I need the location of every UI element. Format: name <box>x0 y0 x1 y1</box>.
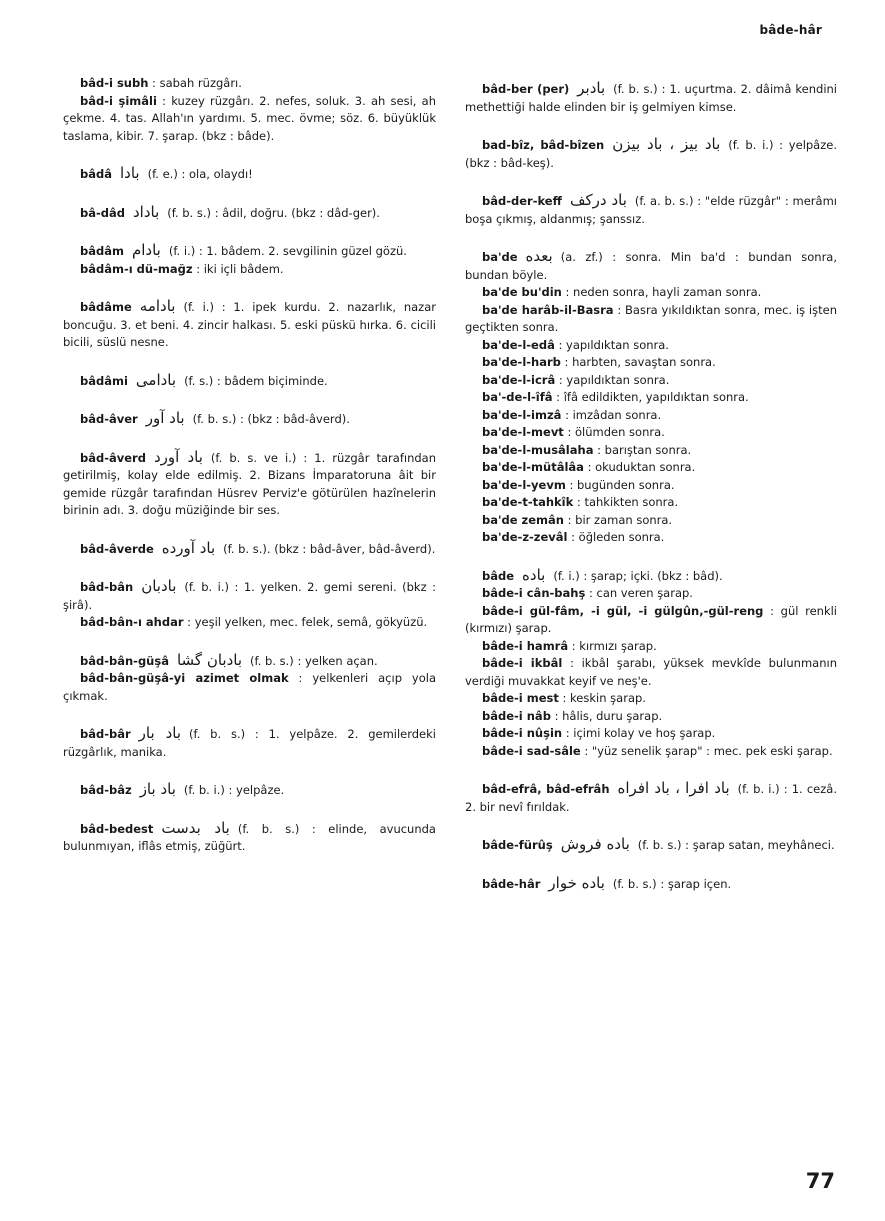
entry-definition: (f. b. s.) : şarap satan, meyhâneci. <box>637 838 835 852</box>
entry-headword: bâde-i cân-bahş <box>482 586 586 600</box>
dictionary-entry <box>465 780 837 816</box>
entry-definition: : imzâdan sonra. <box>561 407 662 422</box>
dictionary-entry <box>465 725 837 743</box>
dictionary-entry <box>465 136 837 172</box>
dictionary-entry <box>63 725 436 761</box>
dictionary-entry <box>465 337 837 355</box>
running-head: bâde-hâr <box>759 23 822 37</box>
dictionary-entry <box>465 690 837 708</box>
entry-arabic-script: باد آورد <box>153 447 203 466</box>
entry-definition: : "yüz senelik şarap" : mec. pek eski şarap. <box>580 743 833 758</box>
entry-definition: (f. a. b. s.) : "elde rüzgâr" : merâmı boşa çıkmış, aldanmış; şanssız. <box>465 194 837 226</box>
entry-definition: (f. b. i.) : 1. yelken. 2. gemi sereni. (bkz : şirâ). <box>63 580 436 612</box>
entry-definition: (f. b. s.) : yelken açan. <box>250 653 378 668</box>
entry-headword: bâde-fürûş <box>482 838 553 852</box>
entry-definition: (f. b. s.) : 1. uçurtma. 2. dâimâ kendini methettiği halde elinden bir iş gelmiyen kimse. <box>465 82 837 114</box>
entry-spacer <box>465 547 837 567</box>
entry-spacer <box>63 632 436 652</box>
dictionary-entry <box>465 192 837 228</box>
entry-definition: : kırmızı şarap. <box>568 638 657 653</box>
entry-spacer <box>465 816 837 836</box>
entry-definition: : yelkenleri açıp yola çıkmak. <box>63 671 436 703</box>
entry-headword: ba'de-l-icrâ <box>482 372 556 387</box>
dictionary-entry <box>465 529 837 547</box>
dictionary-entry <box>465 407 837 425</box>
entry-definition: (f. i.) : 1. ipek kurdu. 2. nazarlık, nazar boncuğu. 3. et beni. 4. zincir halkası. 5. eski püskü hırka. 6. cicili bicili, süslü nesne. <box>63 300 436 349</box>
entry-headword: bâd-i subh <box>80 76 149 90</box>
entry-arabic-script: باد دركف <box>569 191 627 209</box>
dictionary-entry <box>63 614 436 632</box>
entry-spacer <box>63 558 436 578</box>
dictionary-entry <box>465 603 837 638</box>
dictionary-entry <box>465 354 837 372</box>
entry-definition: : sabah rüzgârı. <box>148 76 242 90</box>
entry-definition: (a. zf.) : sonra. Min ba'd : bundan sonra, bundan böyle. <box>465 250 837 282</box>
dictionary-entry <box>465 442 837 460</box>
entry-definition: (f. b. i.) : yelpâze. (bkz : bâd-keş). <box>465 138 837 170</box>
entry-headword: bâde-hâr <box>482 876 541 891</box>
entry-headword: ba'de-l-harb <box>482 355 561 369</box>
entry-definition: : bugünden sonra. <box>565 477 675 492</box>
entry-headword: bad-bîz, bâd-bîzen <box>482 138 605 152</box>
entry-definition: : tahkikten sonra. <box>573 495 679 509</box>
entry-definition: : keskin şarap. <box>558 691 646 705</box>
dictionary-entry <box>63 540 436 559</box>
entry-arabic-script: باد بيز ، باد بيزن <box>612 135 721 153</box>
entry-spacer <box>63 352 436 372</box>
entry-headword: bâd-bân-güşâ <box>80 653 169 668</box>
dictionary-entry <box>465 284 837 302</box>
dictionary-entry <box>63 298 436 352</box>
entry-headword: bâd-bân <box>80 580 134 594</box>
entry-definition: (f. s.) : bâdem biçiminde. <box>184 373 328 388</box>
entry-headword: bâd-âverd <box>80 450 146 465</box>
entry-spacer <box>63 222 436 242</box>
dictionary-entry <box>63 204 436 223</box>
dictionary-entry <box>465 743 837 761</box>
dictionary-entry <box>63 578 436 614</box>
entry-headword: ba'-de-l-îfâ <box>482 390 553 404</box>
entry-definition: : gül renkli (kırmızı) şarap. <box>465 603 838 635</box>
entry-arabic-script: باده <box>522 565 546 584</box>
dictionary-entry <box>465 875 837 894</box>
dictionary-entry <box>63 93 436 146</box>
dictionary-entry <box>63 652 436 671</box>
dictionary-entry <box>63 670 436 705</box>
entry-headword: bâde-i ikbâl <box>482 656 563 670</box>
dictionary-entry <box>63 372 436 391</box>
entry-spacer <box>63 705 436 725</box>
entry-definition: (f. b. s.) : elinde, avucunda bulunmıyan, iflâs etmiş, züğürt. <box>63 821 436 853</box>
entry-definition: : yapıldıktan sonra. <box>554 337 669 352</box>
entry-headword: bâd-i şimâli <box>80 93 157 108</box>
dictionary-entry <box>465 512 837 530</box>
entry-headword: bâde-i hamrâ <box>482 638 569 653</box>
entry-headword: bâd-der-keff <box>482 194 562 208</box>
dictionary-entry <box>465 248 837 284</box>
entry-definition: : Basra yıkıldıktan sonra, mec. iş işten geçtikten sonra. <box>465 302 837 334</box>
entry-headword: ba'de-l-mütâlâa <box>482 460 584 474</box>
dictionary-entry <box>465 585 837 603</box>
entry-headword: bâd-bân-ı ahdar <box>80 615 184 629</box>
dictionary-entry <box>63 820 436 856</box>
entry-headword: bâde-i nâb <box>482 708 551 723</box>
entry-arabic-script: باد آورده <box>161 538 216 557</box>
dictionary-entry <box>465 655 837 690</box>
entry-headword: bâdâmi <box>80 373 128 388</box>
entry-spacer <box>63 761 436 781</box>
entry-spacer <box>63 390 436 410</box>
entry-definition: : hâlis, duru şarap. <box>550 708 663 723</box>
dictionary-entry <box>465 477 837 495</box>
entry-definition: : okuduktan sonra. <box>583 460 696 474</box>
entry-headword: ba'de-l-yevm <box>482 477 566 492</box>
left-column <box>63 75 436 856</box>
entry-headword: bâd-bedest <box>80 821 154 836</box>
entry-definition: (f. b. s.) : âdil, doğru. (bkz : dâd-ger). <box>167 205 380 220</box>
entry-headword: ba'de <box>482 250 518 264</box>
entry-headword: bâd-bâr <box>80 727 131 741</box>
entry-arabic-script: باد افرا ، باد افراه <box>617 779 730 797</box>
entry-headword: bâd-bâz <box>80 783 132 797</box>
dictionary-entry <box>465 424 837 442</box>
entry-headword: bâd-âverde <box>80 541 154 556</box>
dictionary-entry <box>465 80 837 116</box>
entry-arabic-script: بعده <box>525 247 553 265</box>
entry-headword: bâd-efrâ, bâd-efrâh <box>482 782 610 796</box>
dictionary-entry <box>465 567 837 586</box>
entry-definition: (f. b. i.) : yelpâze. <box>183 783 285 797</box>
entry-arabic-script: باد بار <box>138 724 182 742</box>
dictionary-entry <box>465 836 837 855</box>
entry-headword: ba'de-t-tahkîk <box>482 495 574 509</box>
entry-headword: bâde-i mest <box>482 691 559 705</box>
entry-headword: ba'de harâb-il-Basra <box>482 302 614 317</box>
dictionary-entry <box>63 449 436 520</box>
entry-definition: (f. b. s. ve i.) : 1. rüzgâr tarafından getirilmiş, kolay elde edilmiş. 2. Bizans İmparatoruna âit bir gemide rüzgâr tarafından Hüsrev Perviz'e götürülen hazînelerin birinin adı. 3. doğu müziğinde bir ses. <box>63 450 436 517</box>
entry-definition: : öğleden sonra. <box>567 530 665 544</box>
entry-spacer <box>63 145 436 165</box>
entry-definition: : kuzey rüzgârı. 2. nefes, soluk. 3. ah sesi, ah çekme. 4. tas. Allah'ın yardımı. 5. mec. övme; söz. 6. büyüklük taslama, kibir. 7. şarap. (bkz : bâde). <box>63 93 437 143</box>
entry-definition: : îfâ edildikten, yapıldıktan sonra. <box>552 390 749 404</box>
dictionary-entry <box>465 708 837 726</box>
entry-definition: : can veren şarap. <box>585 586 693 600</box>
entry-arabic-script: باد آور <box>145 409 185 427</box>
entry-headword: ba'de-l-edâ <box>482 337 555 352</box>
entry-headword: bâde-i gül-fâm, -i gül, -i gülgûn,-gül-reng <box>482 603 764 618</box>
entry-arabic-script: باده خوار <box>548 873 605 892</box>
entry-headword: bâdâm-ı dü-mağz <box>80 261 193 276</box>
entry-headword: ba'de-l-mevt <box>482 425 564 439</box>
entry-spacer <box>465 172 837 192</box>
entry-headword: ba'de-l-imzâ <box>482 407 562 422</box>
dictionary-entry <box>465 459 837 477</box>
entry-definition: (f. e.) : ola, olaydı! <box>147 167 253 181</box>
entry-definition: : ölümden sonra. <box>563 425 665 439</box>
dictionary-entry <box>465 302 837 337</box>
entry-arabic-script: بادامى <box>135 370 177 389</box>
entry-headword: bâde <box>482 568 515 583</box>
entry-headword: bâdâme <box>80 300 132 314</box>
entry-definition: : yeşil yelken, mec. felek, semâ, gökyüzü. <box>183 615 428 629</box>
entry-spacer <box>63 278 436 298</box>
entry-headword: bâd-bân-güşâ-yi azimet olmak <box>80 671 289 685</box>
entry-definition: : içimi kolay ve hoş şarap. <box>562 726 716 740</box>
entry-arabic-script: بادبان <box>141 577 177 595</box>
dictionary-entry <box>465 389 837 407</box>
entry-spacer <box>465 228 837 248</box>
entry-definition: (f. b. s.) : 1. yelpâze. 2. gemilerdeki rüzgârlık, manika. <box>63 727 436 759</box>
entry-headword: bâdâm <box>80 244 124 258</box>
entry-headword: bâ-dâd <box>80 205 125 220</box>
page-number: 77 <box>805 1169 835 1193</box>
entry-arabic-script: باداد <box>133 202 160 221</box>
entry-headword: bâde-i sad-sâle <box>482 743 581 758</box>
entry-headword: bâdâ <box>80 167 112 181</box>
entry-headword: ba'de-z-zevâl <box>482 530 568 544</box>
entry-headword: bâd-ber (per) <box>482 82 570 96</box>
entry-definition: : bir zaman sonra. <box>563 512 673 527</box>
entry-definition: (f. i.) : 1. bâdem. 2. sevgilinin güzel gözü. <box>168 244 407 258</box>
entry-definition: : harbten, savaştan sonra. <box>560 355 716 369</box>
dictionary-entry <box>465 494 837 512</box>
entry-definition: : yapıldıktan sonra. <box>555 372 670 387</box>
entry-definition: : barıştan sonra. <box>593 442 692 457</box>
dictionary-entry <box>63 75 436 93</box>
dictionary-entry <box>63 165 436 184</box>
entry-arabic-script: باد باز <box>139 780 176 798</box>
dictionary-entry <box>465 638 837 656</box>
entry-definition: (f. b. s.). (bkz : bâd-âver, bâd-âverd). <box>223 541 436 556</box>
entry-definition: (f. b. i.) : 1. cezâ. 2. bir nevî fırıldak. <box>465 782 837 814</box>
dictionary-entry <box>63 781 436 800</box>
entry-headword: bâd-âver <box>80 412 138 426</box>
dictionary-entry <box>63 410 436 429</box>
entry-arabic-script: باده فروش <box>560 835 630 853</box>
entry-headword: ba'de zemân <box>482 512 564 527</box>
entry-headword: bâde-i nûşin <box>482 726 563 740</box>
entry-arabic-script: بادا <box>119 164 140 182</box>
entry-headword: ba'de bu'din <box>482 285 562 299</box>
entry-spacer <box>63 520 436 540</box>
entry-spacer <box>63 184 436 204</box>
entry-spacer <box>465 760 837 780</box>
entry-definition: : neden sonra, hayli zaman sonra. <box>561 285 762 299</box>
entry-definition: : ikbâl şarabı, yüksek mevkîde bulunmanın verdiği muvakkat keyif ve neş'e. <box>465 656 837 688</box>
entry-spacer <box>63 429 436 449</box>
entry-arabic-script: بادبر <box>577 79 606 97</box>
entry-spacer <box>465 116 837 136</box>
entry-definition: (f. b. s.) : (bkz : bâd-âverd). <box>192 412 350 426</box>
entry-definition: (f. b. s.) : şarap içen. <box>612 876 732 891</box>
entry-spacer <box>465 855 837 875</box>
dictionary-entry <box>63 242 436 261</box>
dictionary-entry <box>465 372 837 390</box>
entry-arabic-script: باد بدست <box>161 818 230 837</box>
right-column <box>465 80 837 893</box>
entry-definition: : iki içli bâdem. <box>192 261 284 276</box>
entry-definition: (f. i.) : şarap; içki. (bkz : bâd). <box>553 568 723 583</box>
entry-spacer <box>63 800 436 820</box>
entry-arabic-script: بادامه <box>139 297 176 315</box>
entry-headword: ba'de-l-musâlaha <box>482 442 594 457</box>
entry-arabic-script: بادام <box>131 241 161 259</box>
entry-arabic-script: بادبان گشا <box>176 650 243 669</box>
dictionary-entry <box>63 261 436 279</box>
